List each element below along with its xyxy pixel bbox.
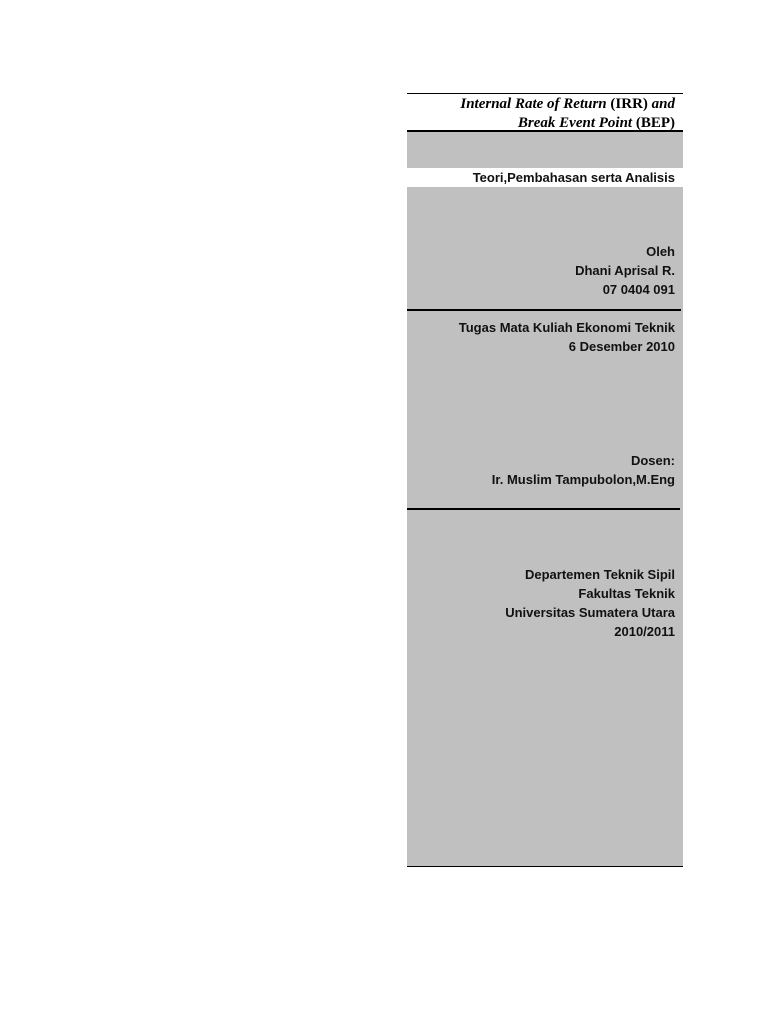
title-irr-text: Internal Rate of Return [460,96,607,112]
document-title [460,95,675,133]
lecturer-label: Dosen: [630,453,675,468]
subtitle [473,168,675,187]
department-name: Departemen Teknik Sipil [524,567,675,582]
top-rule [407,93,683,94]
lecturer-block [492,451,675,489]
title-and-text: and [651,96,675,112]
cover-panel [407,93,683,867]
faculty-name: Fakultas Teknik [578,586,675,601]
title-bep-abbrev: (BEP) [635,115,675,131]
author-rule [407,309,681,311]
title-line-1 [460,95,675,114]
course-name: Tugas Mata Kuliah Ekonomi Teknik [458,320,675,335]
title-bep-text: Break Event Point [517,115,633,131]
academic-year: 2010/2011 [614,624,675,639]
lecturer-name: Ir. Muslim Tampubolon,M.Eng [491,472,675,487]
author-block [575,242,675,299]
course-block [459,318,675,356]
author-id: 07 0404 091 [602,282,675,297]
university-name: Universitas Sumatera Utara [505,605,675,620]
title-irr-abbrev: (IRR) [610,96,648,112]
subtitle-text: Teori,Pembahasan serta Analisis [472,170,675,185]
author-name: Dhani Aprisal R. [575,263,675,278]
bottom-rule [407,866,683,867]
author-label: Oleh [646,244,675,259]
course-date: 6 Desember 2010 [568,339,675,354]
grey-band-1 [407,132,683,168]
institution-block [505,565,675,641]
lecturer-rule [407,508,680,510]
